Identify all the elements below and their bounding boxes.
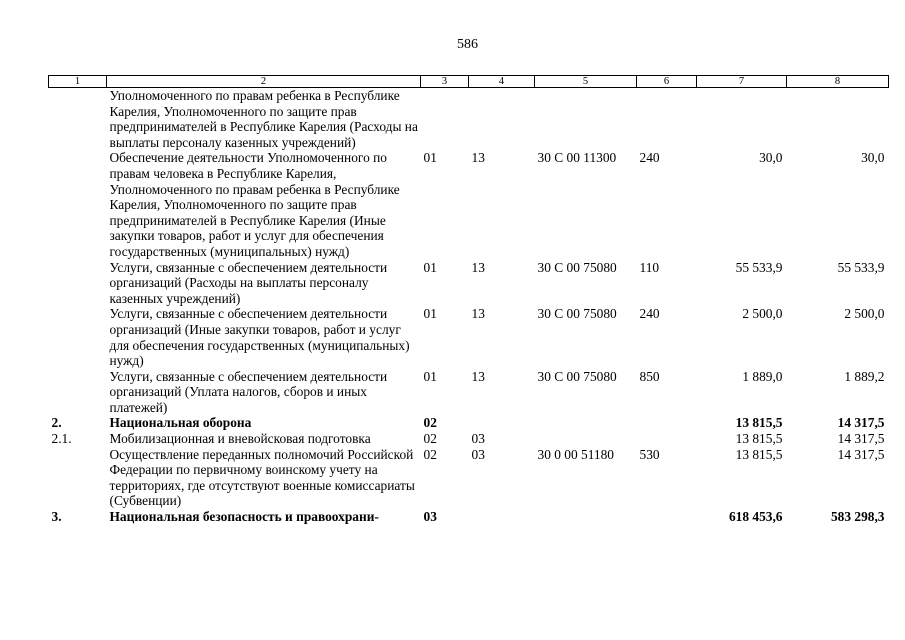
amount-year-1: 1 889,0 <box>742 368 783 384</box>
table-row <box>49 415 889 431</box>
amount-year-2: 1 889,2 <box>844 368 885 384</box>
subsection-code: 13 <box>471 259 485 275</box>
row-number <box>49 150 107 259</box>
section-code: 02 <box>423 431 437 447</box>
target-article-code: 30 С 00 75080 <box>537 368 617 384</box>
page-number: 586 <box>457 37 478 52</box>
amount-year-2 <box>787 88 889 151</box>
target-article-code <box>535 415 637 431</box>
row-number <box>49 88 107 151</box>
row-number <box>49 369 107 416</box>
amount-year-1: 13 815,5 <box>735 415 783 431</box>
item-name: Уполномоченного по правам ребенка в Республике Карелия, Уполномоченного по защите прав предпринимателей в Республике Карелия (Расходы на выплаты персоналу казенных учреждений) <box>109 88 418 150</box>
amount-year-1: 13 815,5 <box>735 446 783 462</box>
section-code: 03 <box>423 509 437 525</box>
subsection-code: 13 <box>471 150 485 166</box>
item-name: Услуги, связанные с обеспечением деятельности организаций (Иные закупки товаров, работ и услуг для обеспечения государственных (муниципальных) нужд) <box>109 306 410 369</box>
target-article-code: 30 0 00 51180 <box>537 446 614 462</box>
amount-year-1: 55 533,9 <box>735 259 783 275</box>
target-article-code <box>535 431 637 447</box>
target-article-code: 30 С 00 75080 <box>537 306 617 322</box>
amount-year-2: 2 500,0 <box>844 306 885 322</box>
table-row <box>49 431 889 447</box>
table-row <box>49 88 889 151</box>
amount-year-1: 30,0 <box>759 150 783 166</box>
item-name: Национальная оборона <box>109 415 252 431</box>
expense-type-code: 850 <box>639 368 660 384</box>
expense-type-code <box>637 88 697 151</box>
budget-table <box>48 75 889 525</box>
subsection-code <box>469 415 535 431</box>
header-cell: 5 <box>535 76 637 88</box>
section-code: 01 <box>423 368 437 384</box>
header-cell: 2 <box>107 76 421 88</box>
amount-year-2: 14 317,5 <box>837 415 885 431</box>
subsection-code: 13 <box>471 306 485 322</box>
amount-year-2: 14 317,5 <box>837 431 885 447</box>
table-row <box>49 509 889 525</box>
amount-year-2: 14 317,5 <box>837 446 885 462</box>
amount-year-1 <box>697 88 787 151</box>
subsection-code <box>469 509 535 525</box>
amount-year-1: 618 453,6 <box>728 509 783 525</box>
target-article-code <box>535 509 637 525</box>
expense-type-code <box>637 415 697 431</box>
amount-year-2: 583 298,3 <box>830 509 885 525</box>
row-number: 2.1. <box>51 431 72 447</box>
amount-year-2: 55 533,9 <box>837 259 885 275</box>
target-article-code <box>535 88 637 151</box>
table-row <box>49 306 889 368</box>
target-article-code: 30 С 00 75080 <box>537 259 617 275</box>
amount-year-1: 2 500,0 <box>742 306 783 322</box>
subsection-code: 03 <box>471 446 485 462</box>
item-name: Осуществление переданных полномочий Российской Федерации по первичному воинскому учету на территориях, где отсутствуют военные комиссариаты (Субвенции) <box>109 446 415 509</box>
row-number: 3. <box>51 509 62 525</box>
section-code <box>421 88 469 151</box>
table-row <box>49 369 889 416</box>
header-cell: 7 <box>697 76 787 88</box>
header-row <box>49 76 889 88</box>
expense-type-code: 240 <box>639 150 660 166</box>
item-name: Национальная безопасность и правоохрани- <box>109 509 379 525</box>
amount-year-1: 13 815,5 <box>735 431 783 447</box>
header-cell: 6 <box>637 76 697 88</box>
section-code: 01 <box>423 150 437 166</box>
item-name: Обеспечение деятельности Уполномоченного по правам человека в Республике Карелия, Уполномоченного по правам ребенка в Республике Карелия, Уполномоченного по защите прав предпринимателей в Республике Карелия (Иные закупки товаров, работ и услуг для обеспечения государственных (муниципальных) нужд) <box>109 150 400 259</box>
subsection-code <box>469 88 535 151</box>
subsection-code: 03 <box>471 431 485 447</box>
expense-type-code: 110 <box>639 259 660 275</box>
section-code: 01 <box>423 259 437 275</box>
row-number <box>49 306 107 368</box>
header-cell: 4 <box>469 76 535 88</box>
expense-type-code: 240 <box>639 306 660 322</box>
table-row <box>49 447 889 509</box>
section-code: 02 <box>423 415 437 431</box>
row-number: 2. <box>51 415 62 431</box>
header-cell: 1 <box>49 76 107 88</box>
item-name: Услуги, связанные с обеспечением деятельности организаций (Уплата налогов, сборов и иных платежей) <box>109 368 388 415</box>
target-article-code: 30 С 00 11300 <box>537 150 617 166</box>
section-code: 02 <box>423 446 437 462</box>
header-cell: 8 <box>787 76 889 88</box>
table-row <box>49 150 889 259</box>
row-number <box>49 260 107 307</box>
subsection-code: 13 <box>471 368 485 384</box>
item-name: Услуги, связанные с обеспечением деятельности организаций (Расходы на выплаты персоналу казенных учреждений) <box>109 259 388 306</box>
table-body <box>49 88 889 525</box>
amount-year-2: 30,0 <box>861 150 885 166</box>
header-cell: 3 <box>421 76 469 88</box>
row-number <box>49 447 107 509</box>
expense-type-code: 530 <box>639 446 660 462</box>
section-code: 01 <box>423 306 437 322</box>
item-name: Мобилизационная и вневойсковая подготовка <box>109 431 371 447</box>
table-row <box>49 260 889 307</box>
expense-type-code <box>637 509 697 525</box>
expense-type-code <box>637 431 697 447</box>
